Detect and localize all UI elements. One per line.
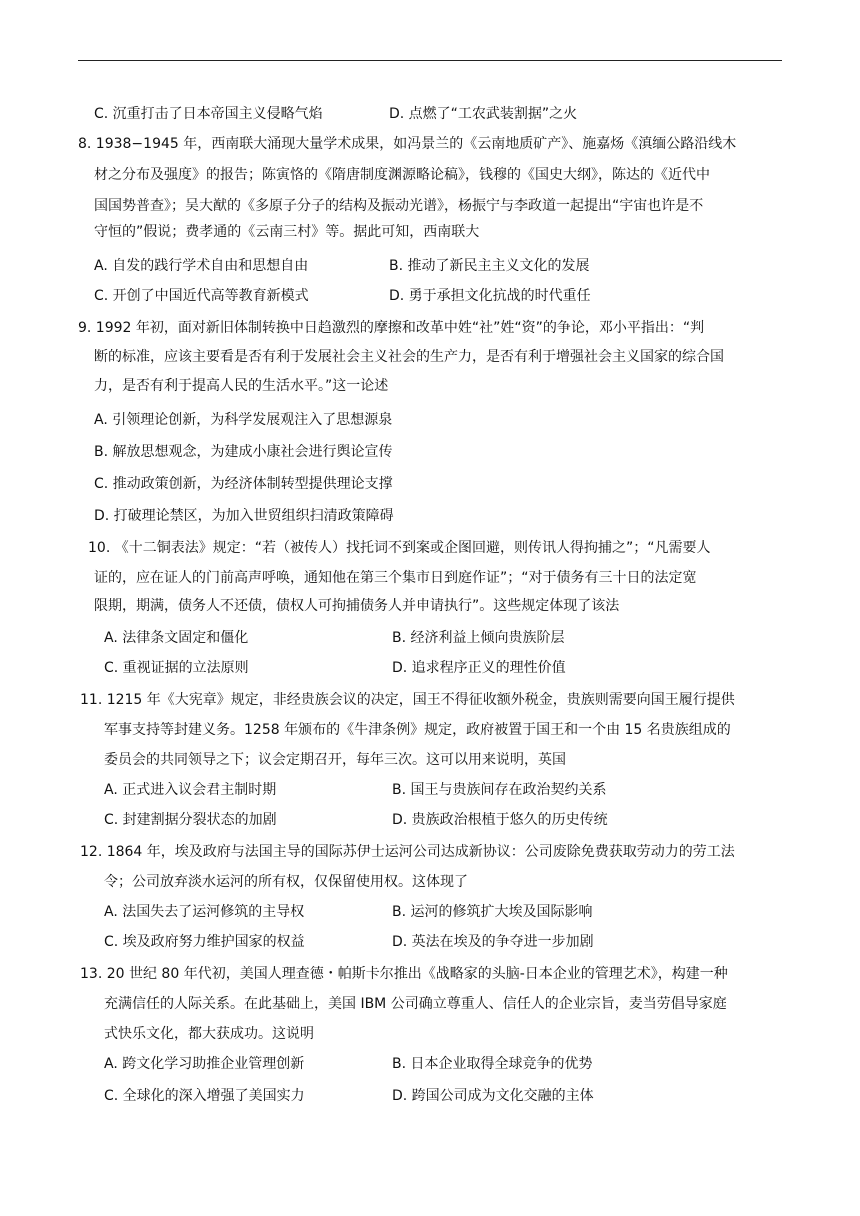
q8-option-d: D. 勇于承担文化抗战的时代重任: [389, 288, 591, 304]
q10-option-a: A. 法律条文固定和僵化: [104, 630, 249, 646]
q13-option-b: B. 日本企业取得全球竞争的优势: [392, 1056, 593, 1072]
q13-option-d: D. 跨国公司成为文化交融的主体: [392, 1088, 594, 1104]
q12-option-c: C. 埃及政府努力维护国家的权益: [104, 934, 305, 950]
q11-option-a: A. 正式进入议会君主制时期: [104, 782, 277, 798]
q9-option-b: B. 解放思想观念，为建成小康社会进行舆论宣传: [94, 444, 393, 460]
q9-option-d: D. 打破理论禁区，为加入世贸组织扫清政策障碍: [94, 508, 394, 524]
q11-stem-line-2: 军事支持等封建义务。1258 年颁布的《牛津条例》规定，政府被置于国王和一个由 15 名贵族组成的: [104, 722, 731, 738]
q13-option-c: C. 全球化的深入增强了美国实力: [104, 1088, 305, 1104]
q9-option-a: A. 引领理论创新，为科学发展观注入了思想源泉: [94, 412, 393, 428]
q10-stem-line-2: 证的，应在证人的门前高声呼唤，通知他在第三个集市日到庭作证”；“对于债务有三十日的法定宽: [94, 570, 697, 586]
q12-option-d: D. 英法在埃及的争夺进一步加剧: [392, 934, 594, 950]
q10-option-b: B. 经济利益上倾向贵族阶层: [392, 630, 565, 646]
q8-stem-line-1: 8. 1938−1945 年，西南联大涌现大量学术成果，如冯景兰的《云南地质矿产》、施嘉炀《滇缅公路沿线木: [78, 136, 737, 152]
q7-option-d: D. 点燃了“工农武装割据”之火: [389, 106, 578, 122]
q11-stem-line-3: 委员会的共同领导之下；议会定期召开，每年三次。这可以用来说明，英国: [104, 752, 566, 768]
q12-stem-line-1: 12. 1864 年，埃及政府与法国主导的国际苏伊士运河公司达成新协议：公司废除免费获取劳动力的劳工法: [80, 844, 735, 860]
q13-option-a: A. 跨文化学习助推企业管理创新: [104, 1056, 305, 1072]
q10-stem-line-3: 限期，期满，债务人不还债，债权人可拘捕债务人并申请执行”。这些规定体现了该法: [94, 598, 620, 614]
header-rule: [78, 60, 782, 61]
q11-stem-line-1: 11. 1215 年《大宪章》规定，非经贵族会议的决定，国王不得征收额外税金，贵族则需要向国王履行提供: [80, 692, 735, 708]
q10-stem-line-1: 10. 《十二铜表法》规定：“若（被传人）找托词不到案或企图回避，则传讯人得拘捕之”；“凡需要人: [88, 540, 711, 556]
q13-stem-line-2: 充满信任的人际关系。在此基础上，美国 IBM 公司确立尊重人、信任人的企业宗旨，麦当劳倡导家庭: [104, 996, 727, 1012]
q8-option-b: B. 推动了新民主主义文化的发展: [389, 258, 590, 274]
q7-option-c: C. 沉重打击了日本帝国主义侵略气焰: [94, 106, 323, 122]
q8-stem-line-3: 国国势普查》；吴大猷的《多原子分子的结构及振动光谱》，杨振宁与李政道一起提出“宇宙也许是不: [94, 198, 704, 214]
q9-option-c: C. 推动政策创新，为经济体制转型提供理论支撑: [94, 476, 393, 492]
q11-option-b: B. 国王与贵族间存在政治契约关系: [392, 782, 607, 798]
q8-stem-line-4: 守恒的”假说；费孝通的《云南三村》等。据此可知，西南联大: [94, 224, 480, 240]
q10-option-d: D. 追求程序正义的理性价值: [392, 660, 566, 676]
q9-stem-line-2: 断的标准，应该主要看是否有利于发展社会主义社会的生产力，是否有利于增强社会主义国家的综合国: [94, 349, 724, 365]
q8-option-c: C. 开创了中国近代高等教育新模式: [94, 288, 309, 304]
q9-stem-line-1: 9. 1992 年初，面对新旧体制转换中日趋激烈的摩擦和改革中姓“社”姓“资”的争论，邓小平指出：“判: [78, 320, 705, 336]
q13-stem-line-3: 式快乐文化，都大获成功。这说明: [104, 1026, 314, 1042]
q9-stem-line-3: 力，是否有利于提高人民的生活水平。”这一论述: [94, 378, 389, 394]
q11-option-c: C. 封建割据分裂状态的加剧: [104, 812, 277, 828]
q12-option-a: A. 法国失去了运河修筑的主导权: [104, 904, 305, 920]
q8-stem-line-2: 材之分布及强度》的报告；陈寅恪的《隋唐制度渊源略论稿》，钱穆的《国史大纲》，陈达的《近代中: [94, 167, 710, 183]
q11-option-d: D. 贵族政治根植于悠久的历史传统: [392, 812, 608, 828]
q10-option-c: C. 重视证据的立法原则: [104, 660, 249, 676]
q12-option-b: B. 运河的修筑扩大埃及国际影响: [392, 904, 593, 920]
q8-option-a: A. 自发的践行学术自由和思想自由: [94, 258, 309, 274]
q13-stem-line-1: 13. 20 世纪 80 年代初，美国人理查德・帕斯卡尔推出《战略家的头脑-日本企业的管理艺术》，构建一种: [80, 966, 728, 982]
q12-stem-line-2: 令；公司放弃淡水运河的所有权，仅保留使用权。这体现了: [104, 874, 468, 890]
